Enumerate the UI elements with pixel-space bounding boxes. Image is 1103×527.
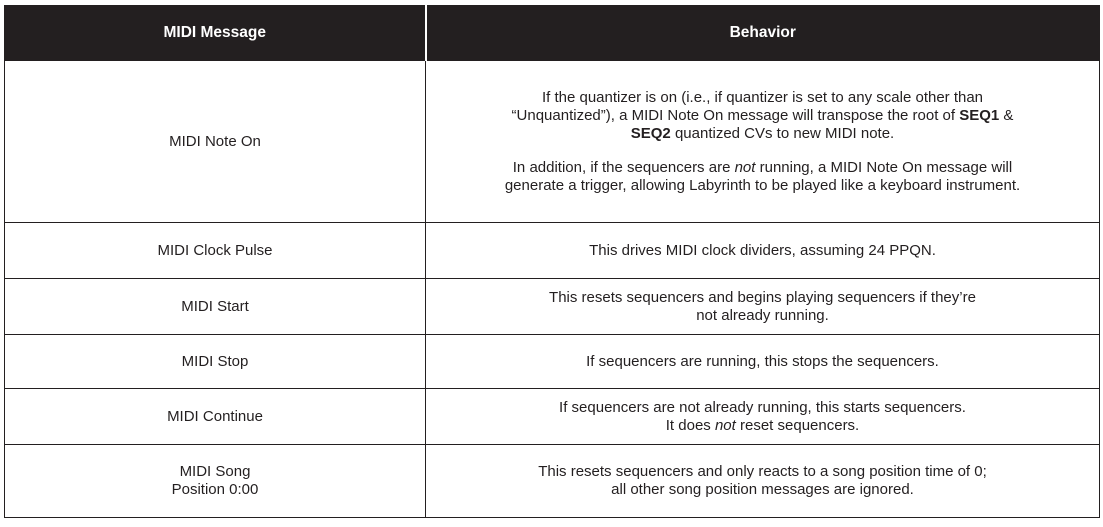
- message-cell: MIDI Clock Pulse: [5, 223, 426, 279]
- table-row: [5, 389, 1100, 445]
- header-row: [5, 6, 1100, 61]
- table-row: [5, 223, 1100, 279]
- behavior-cell: [426, 61, 1100, 223]
- table-row: [5, 445, 1100, 518]
- table-row: [5, 335, 1100, 389]
- behavior-cell: If sequencers are running, this stops the sequencers.: [426, 335, 1100, 389]
- seq1-label: SEQ1: [959, 106, 1000, 124]
- behavior-paragraph: In addition, if the sequencers are not running, a MIDI Note On message will generate a trigger, allowing Labyrinth to be played like a keyboard instrument.: [504, 158, 1021, 194]
- behavior-paragraph: If the quantizer is on (i.e., if quantizer is set to any scale other than “Unquantized”), a MIDI Note On message will transpose the root of SEQ1 & SEQ2 quantized CVs to new MIDI note.: [511, 88, 1014, 142]
- emphasis-not: not: [734, 158, 756, 176]
- message-cell: MIDI Note On: [5, 61, 426, 223]
- message-cell: MIDI Stop: [5, 335, 426, 389]
- message-cell: MIDI Song Position 0:00: [5, 445, 426, 518]
- midi-behavior-table: [4, 5, 1100, 518]
- behavior-cell: This resets sequencers and begins playing sequencers if they’re not already running.: [426, 279, 1100, 335]
- behavior-cell: This resets sequencers and only reacts to a song position time of 0; all other song position messages are ignored.: [426, 445, 1100, 518]
- table-row: [5, 279, 1100, 335]
- message-cell: MIDI Start: [5, 279, 426, 335]
- seq2-label: SEQ2: [630, 124, 671, 142]
- message-cell: MIDI Continue: [5, 389, 426, 445]
- header-behavior: Behavior: [426, 6, 1100, 61]
- table-row: [5, 61, 1100, 223]
- emphasis-not: not: [714, 416, 736, 434]
- behavior-cell: If sequencers are not already running, this starts sequencers. It does not reset sequencers.: [426, 389, 1100, 445]
- header-midi-message: MIDI Message: [5, 6, 426, 61]
- behavior-cell: This drives MIDI clock dividers, assuming 24 PPQN.: [426, 223, 1100, 279]
